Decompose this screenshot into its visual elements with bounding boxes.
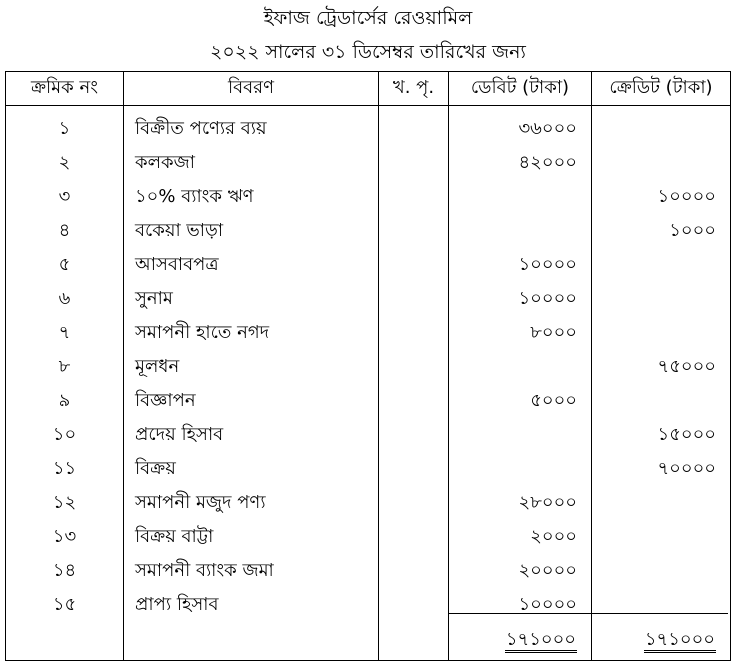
- credit-cell: [592, 248, 731, 282]
- credit-cell: [592, 588, 731, 622]
- ledger-cell: [379, 282, 449, 316]
- header-debit: ডেবিট (টাকা): [449, 72, 592, 106]
- credit-cell: [592, 486, 731, 520]
- description-cell: সুনাম: [124, 282, 379, 316]
- document-subtitle: ২০২২ সালের ৩১ ডিসেম্বর তারিখের জন্য: [210, 41, 526, 63]
- table-row: [6, 282, 731, 316]
- description-cell: কলকজা: [124, 146, 379, 180]
- description-cell: বিক্রীত পণ্যের ব্যয়: [124, 106, 379, 147]
- trial-balance-table: [5, 71, 731, 661]
- table-row: [6, 316, 731, 350]
- serial-cell: ৭: [6, 316, 124, 350]
- ledger-cell: [379, 384, 449, 418]
- debit-cell: ১০০০০: [449, 248, 592, 282]
- description-cell: বিক্রয়: [124, 452, 379, 486]
- credit-cell: [592, 520, 731, 554]
- header-credit: ক্রেডিট (টাকা): [592, 72, 731, 106]
- serial-cell: ১৫: [6, 588, 124, 622]
- table-row: [6, 520, 731, 554]
- debit-cell: ৫০০০: [449, 384, 592, 418]
- ledger-cell: [379, 316, 449, 350]
- description-cell: ১০% ব্যাংক ঋণ: [124, 180, 379, 214]
- debit-cell: ৮০০০: [449, 316, 592, 350]
- debit-cell: [449, 180, 592, 214]
- total-credit: ১৭১০০০: [644, 630, 716, 653]
- serial-cell: ১০: [6, 418, 124, 452]
- table-header-row: [6, 72, 731, 106]
- credit-cell: [592, 282, 731, 316]
- ledger-cell: [379, 418, 449, 452]
- credit-cell: [592, 384, 731, 418]
- credit-cell: ১৫০০০: [592, 418, 731, 452]
- serial-cell: ২: [6, 146, 124, 180]
- header-description: বিবরণ: [124, 72, 379, 106]
- ledger-cell: [379, 180, 449, 214]
- description-cell: বকেয়া ভাড়া: [124, 214, 379, 248]
- serial-cell: ১৩: [6, 520, 124, 554]
- debit-cell: [449, 452, 592, 486]
- serial-cell: ১৪: [6, 554, 124, 588]
- ledger-cell: [379, 350, 449, 384]
- serial-cell: ৪: [6, 214, 124, 248]
- table-row: [6, 146, 731, 180]
- totals-serial-cell: [6, 622, 124, 661]
- table-body: [6, 106, 731, 623]
- table-row: [6, 418, 731, 452]
- credit-cell: ১০০০: [592, 214, 731, 248]
- debit-cell: ৪২০০০: [449, 146, 592, 180]
- table-row: [6, 452, 731, 486]
- ledger-cell: [379, 452, 449, 486]
- description-cell: সমাপনী ব্যাংক জমা: [124, 554, 379, 588]
- credit-cell: [592, 554, 731, 588]
- subtotal-rule: [448, 613, 728, 614]
- ledger-cell: [379, 554, 449, 588]
- debit-cell: [449, 418, 592, 452]
- description-cell: সমাপনী মজুদ পণ্য: [124, 486, 379, 520]
- description-cell: বিক্রয় বাট্টা: [124, 520, 379, 554]
- description-cell: প্রদেয় হিসাব: [124, 418, 379, 452]
- serial-cell: ১: [6, 106, 124, 147]
- ledger-cell: [379, 486, 449, 520]
- description-cell: সমাপনী হাতে নগদ: [124, 316, 379, 350]
- header-ledger: খ. পৃ.: [379, 72, 449, 106]
- credit-cell: [592, 106, 731, 147]
- ledger-cell: [379, 106, 449, 147]
- credit-cell: ৭০০০০: [592, 452, 731, 486]
- description-cell: প্রাপ্য হিসাব: [124, 588, 379, 622]
- description-cell: মূলধন: [124, 350, 379, 384]
- header-serial: ক্রমিক নং: [6, 72, 124, 106]
- ledger-cell: [379, 214, 449, 248]
- table-row: [6, 486, 731, 520]
- description-cell: বিজ্ঞাপন: [124, 384, 379, 418]
- document-title: ইফাজ ট্রেডার্সের রেওয়ামিল: [263, 7, 473, 29]
- serial-cell: ৮: [6, 350, 124, 384]
- serial-cell: ৩: [6, 180, 124, 214]
- ledger-cell: [379, 248, 449, 282]
- debit-cell: ৩৬০০০: [449, 106, 592, 147]
- credit-cell: [592, 146, 731, 180]
- credit-cell: [592, 316, 731, 350]
- debit-cell: ২০০০: [449, 520, 592, 554]
- totals-ledger-cell: [379, 622, 449, 661]
- table-row: [6, 554, 731, 588]
- debit-cell: [449, 214, 592, 248]
- totals-row: [6, 622, 731, 661]
- debit-cell: ২৮০০০: [449, 486, 592, 520]
- serial-cell: ১২: [6, 486, 124, 520]
- table-row: [6, 588, 731, 622]
- credit-cell: ১০০০০: [592, 180, 731, 214]
- serial-cell: ৬: [6, 282, 124, 316]
- table-row: [6, 214, 731, 248]
- totals-credit-cell: [592, 622, 731, 661]
- serial-cell: ৫: [6, 248, 124, 282]
- table-row: [6, 384, 731, 418]
- debit-cell: [449, 350, 592, 384]
- serial-cell: ১১: [6, 452, 124, 486]
- ledger-cell: [379, 146, 449, 180]
- totals-description-cell: [124, 622, 379, 661]
- debit-cell: ১০০০০: [449, 282, 592, 316]
- credit-cell: ৭৫০০০: [592, 350, 731, 384]
- totals-debit-cell: [449, 622, 592, 661]
- table-row: [6, 248, 731, 282]
- description-cell: আসবাবপত্র: [124, 248, 379, 282]
- debit-cell: ২০০০০: [449, 554, 592, 588]
- ledger-cell: [379, 520, 449, 554]
- debit-cell: ১০০০০: [449, 588, 592, 622]
- table-row: [6, 350, 731, 384]
- table-row: [6, 180, 731, 214]
- table-row: [6, 106, 731, 147]
- ledger-cell: [379, 588, 449, 622]
- serial-cell: ৯: [6, 384, 124, 418]
- total-debit: ১৭১০০০: [505, 630, 577, 653]
